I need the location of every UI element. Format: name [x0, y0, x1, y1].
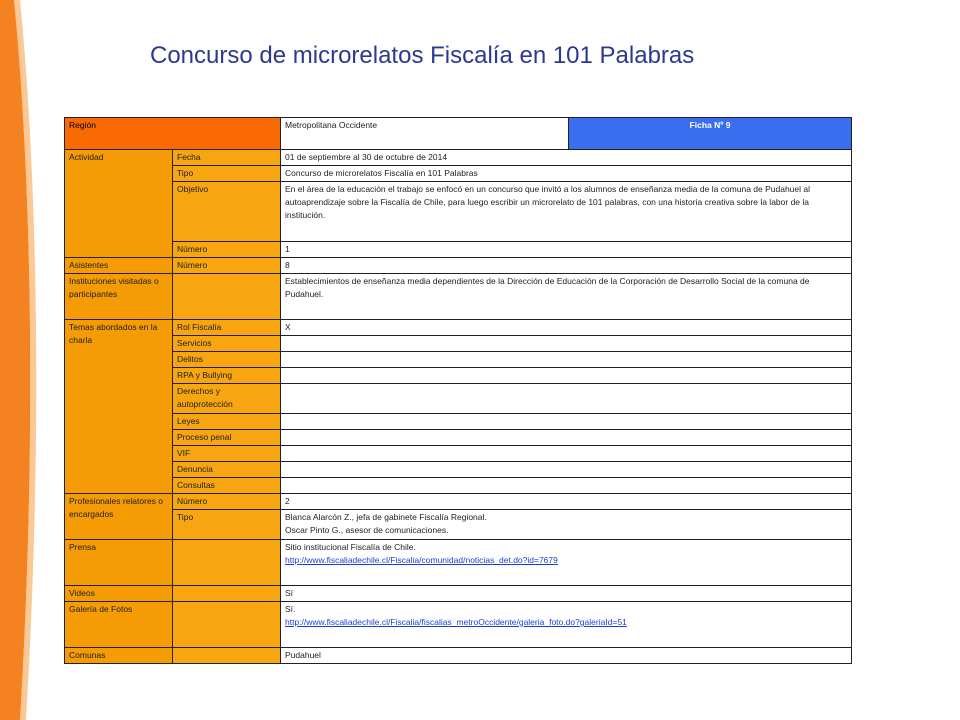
temas-label: Temas abordados en la charla	[65, 320, 173, 494]
table-row	[65, 462, 852, 478]
tema-name: Leyes	[173, 414, 281, 430]
tipo-label: Tipo	[173, 166, 281, 182]
profesionales-label: Profesionales relatores o encargados	[65, 494, 173, 540]
actividad-numero: 1	[281, 242, 852, 258]
prensa-link[interactable]: http://www.fiscaliadechile.cl/Fiscalia/comunidad/noticias_det.do?id=7679	[285, 555, 558, 565]
tema-name: RPA y Bullying	[173, 368, 281, 384]
numero-label: Número	[173, 242, 281, 258]
profesionales-numero: 2	[281, 494, 852, 510]
table-row	[65, 384, 852, 414]
tema-value	[281, 462, 852, 478]
region-label: Región	[65, 118, 281, 150]
ficha-number: Ficha Nº 9	[569, 118, 852, 150]
table-row	[65, 494, 852, 510]
tema-value	[281, 446, 852, 462]
tema-name: Proceso penal	[173, 430, 281, 446]
table-row	[65, 478, 852, 494]
tema-name: Delitos	[173, 352, 281, 368]
profesional-line: Oscar Pinto G., asesor de comunicaciones.	[285, 525, 449, 535]
galeria-link[interactable]: http://www.fiscaliadechile.cl/Fiscalia/fiscalias_metroOccidente/galeria_foto.do?galeriaId=51	[285, 617, 627, 627]
table-row	[65, 414, 852, 430]
tema-value	[281, 414, 852, 430]
profesional-line: Blanca Alarcón Z., jefa de gabinete Fiscalía Regional.	[285, 512, 487, 522]
galeria-empty	[173, 602, 281, 648]
table-row	[65, 352, 852, 368]
prensa-text: Sitio institucional Fiscalía de Chile.	[285, 542, 416, 552]
actividad-label: Actividad	[65, 150, 173, 258]
galeria-value	[281, 602, 852, 648]
tema-name: Servicios	[173, 336, 281, 352]
tema-name: Consultas	[173, 478, 281, 494]
tema-value	[281, 336, 852, 352]
tema-name: VIF	[173, 446, 281, 462]
table-row	[65, 242, 852, 258]
table-row	[65, 182, 852, 242]
objetivo-label: Objetivo	[173, 182, 281, 242]
ficha-table	[64, 117, 852, 664]
comunas-label: Comunas	[65, 648, 173, 664]
videos-empty	[173, 586, 281, 602]
orange-swoosh-decoration	[0, 0, 60, 720]
tema-value	[281, 430, 852, 446]
table-row	[65, 336, 852, 352]
tema-value	[281, 368, 852, 384]
table-row	[65, 602, 852, 648]
table-row	[65, 430, 852, 446]
galeria-label: Galería de Fotos	[65, 602, 173, 648]
table-row	[65, 540, 852, 586]
profesionales-tipo	[281, 510, 852, 540]
objetivo-value: En el área de la educación el trabajo se enfocó en un concurso que invitó a los alumnos de enseñanza media de la comuna de Pudahuel al autoaprendizaje sobre la Fiscalía de Chile, para luego escribir un microrelato de 101 palabras, con una historia creativa sobre la labor de la institución.	[281, 182, 852, 242]
table-row	[65, 258, 852, 274]
asistentes-numero: 8	[281, 258, 852, 274]
table-row	[65, 648, 852, 664]
asistentes-numero-label: Número	[173, 258, 281, 274]
galeria-text: Sí.	[285, 604, 296, 614]
tema-value	[281, 352, 852, 368]
instituciones-label: Instituciones visitadas o participantes	[65, 274, 173, 320]
region-value: Metropolitana Occidente	[281, 118, 569, 150]
tema-name: Derechos y autoprotección	[173, 384, 281, 414]
tema-value	[281, 478, 852, 494]
prensa-label: Prensa	[65, 540, 173, 586]
prensa-value	[281, 540, 852, 586]
instituciones-value: Establecimientos de enseñanza media dependientes de la Dirección de Educación de la Corporación de Desarrollo Social de la comuna de Pudahuel.	[281, 274, 852, 320]
comunas-value: Pudahuel	[281, 648, 852, 664]
videos-label: Videos	[65, 586, 173, 602]
table-row	[65, 274, 852, 320]
table-row	[65, 510, 852, 540]
fecha-value: 01 de septiembre al 30 de octubre de 2014	[281, 150, 852, 166]
comunas-empty	[173, 648, 281, 664]
prensa-empty	[173, 540, 281, 586]
table-row	[65, 118, 852, 150]
tipo-value: Concurso de microrelatos Fiscalía en 101 Palabras	[281, 166, 852, 182]
videos-value: Sí	[281, 586, 852, 602]
table-row	[65, 586, 852, 602]
table-row	[65, 446, 852, 462]
instituciones-empty	[173, 274, 281, 320]
tema-value	[281, 384, 852, 414]
table-row	[65, 320, 852, 336]
table-row	[65, 166, 852, 182]
table-row	[65, 368, 852, 384]
profesionales-tipo-label: Tipo	[173, 510, 281, 540]
asistentes-label: Asistentes	[65, 258, 173, 274]
tema-name: Denuncia	[173, 462, 281, 478]
tema-name: Rol Fiscalía	[173, 320, 281, 336]
profesionales-numero-label: Número	[173, 494, 281, 510]
tema-value: X	[281, 320, 852, 336]
page-title: Concurso de microrelatos Fiscalía en 101 Palabras	[150, 42, 695, 69]
fecha-label: Fecha	[173, 150, 281, 166]
table-row	[65, 150, 852, 166]
